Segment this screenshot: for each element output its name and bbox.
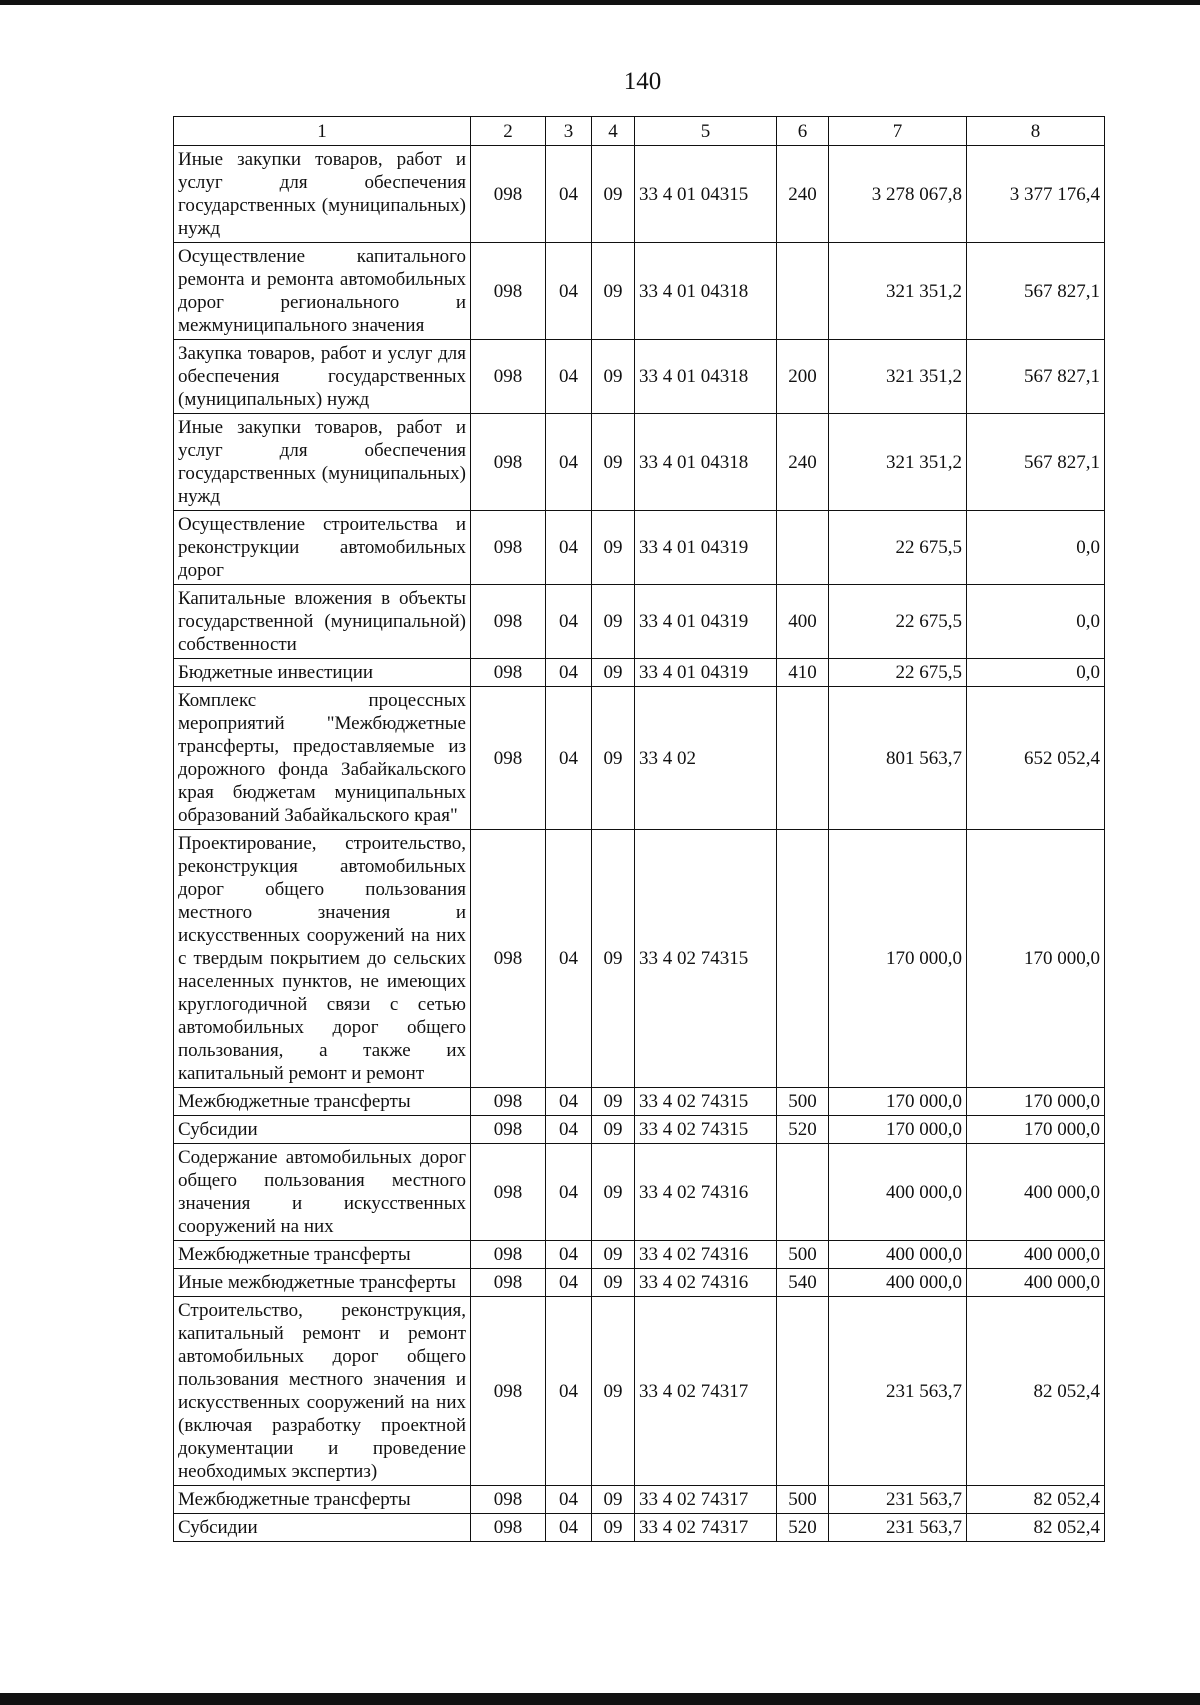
section-code-cell: 04 <box>546 511 592 585</box>
row-name-cell: Субсидии <box>174 1514 471 1542</box>
table-row <box>174 687 1105 830</box>
expense-type-cell <box>777 243 829 340</box>
target-article-cell: 33 4 02 74316 <box>635 1269 777 1297</box>
row-name-cell: Субсидии <box>174 1116 471 1144</box>
expense-type-cell: 410 <box>777 659 829 687</box>
amount-year2-cell: 82 052,4 <box>967 1486 1105 1514</box>
expense-type-cell <box>777 511 829 585</box>
section-code-cell: 04 <box>546 1269 592 1297</box>
row-name-cell: Бюджетные инвестиции <box>174 659 471 687</box>
amount-year2-cell: 567 827,1 <box>967 340 1105 414</box>
ministry-code-cell: 098 <box>471 659 546 687</box>
target-article-cell: 33 4 02 74317 <box>635 1486 777 1514</box>
header-cell: 6 <box>777 117 829 146</box>
amount-year1-cell: 400 000,0 <box>829 1269 967 1297</box>
row-name-cell: Иные закупки товаров, работ и услуг для обеспечения государственных (муниципальных) нужд <box>174 146 471 243</box>
amount-year1-cell: 170 000,0 <box>829 1116 967 1144</box>
amount-year1-cell: 170 000,0 <box>829 1088 967 1116</box>
amount-year1-cell: 231 563,7 <box>829 1486 967 1514</box>
table-row <box>174 1486 1105 1514</box>
ministry-code-cell: 098 <box>471 1486 546 1514</box>
header-cell: 8 <box>967 117 1105 146</box>
row-name-cell: Межбюджетные трансферты <box>174 1241 471 1269</box>
amount-year2-cell: 170 000,0 <box>967 830 1105 1088</box>
amount-year1-cell: 321 351,2 <box>829 414 967 511</box>
amount-year1-cell: 22 675,5 <box>829 585 967 659</box>
amount-year1-cell: 400 000,0 <box>829 1144 967 1241</box>
subsection-code-cell: 09 <box>592 659 635 687</box>
target-article-cell: 33 4 01 04319 <box>635 511 777 585</box>
ministry-code-cell: 098 <box>471 1269 546 1297</box>
table-row <box>174 414 1105 511</box>
target-article-cell: 33 4 02 74316 <box>635 1144 777 1241</box>
target-article-cell: 33 4 01 04318 <box>635 414 777 511</box>
expense-type-cell: 400 <box>777 585 829 659</box>
table-row <box>174 243 1105 340</box>
expense-type-cell: 500 <box>777 1088 829 1116</box>
target-article-cell: 33 4 01 04319 <box>635 659 777 687</box>
section-code-cell: 04 <box>546 414 592 511</box>
target-article-cell: 33 4 01 04315 <box>635 146 777 243</box>
subsection-code-cell: 09 <box>592 511 635 585</box>
row-name-cell: Капитальные вложения в объекты государственной (муниципальной) собственности <box>174 585 471 659</box>
target-article-cell: 33 4 02 74317 <box>635 1297 777 1486</box>
section-code-cell: 04 <box>546 1088 592 1116</box>
section-code-cell: 04 <box>546 1514 592 1542</box>
amount-year1-cell: 22 675,5 <box>829 511 967 585</box>
target-article-cell: 33 4 02 <box>635 687 777 830</box>
expense-type-cell: 200 <box>777 340 829 414</box>
amount-year2-cell: 0,0 <box>967 511 1105 585</box>
section-code-cell: 04 <box>546 687 592 830</box>
header-cell: 4 <box>592 117 635 146</box>
subsection-code-cell: 09 <box>592 1116 635 1144</box>
section-code-cell: 04 <box>546 1144 592 1241</box>
subsection-code-cell: 09 <box>592 340 635 414</box>
amount-year1-cell: 170 000,0 <box>829 830 967 1088</box>
ministry-code-cell: 098 <box>471 830 546 1088</box>
page-number: 140 <box>623 68 662 95</box>
ministry-code-cell: 098 <box>471 146 546 243</box>
ministry-code-cell: 098 <box>471 585 546 659</box>
subsection-code-cell: 09 <box>592 1297 635 1486</box>
expense-type-cell <box>777 687 829 830</box>
amount-year2-cell: 0,0 <box>967 585 1105 659</box>
expense-type-cell: 240 <box>777 414 829 511</box>
ministry-code-cell: 098 <box>471 243 546 340</box>
expense-type-cell: 520 <box>777 1514 829 1542</box>
table-row <box>174 1514 1105 1542</box>
subsection-code-cell: 09 <box>592 1486 635 1514</box>
table-row <box>174 340 1105 414</box>
target-article-cell: 33 4 02 74316 <box>635 1241 777 1269</box>
expense-type-cell <box>777 1297 829 1486</box>
target-article-cell: 33 4 01 04319 <box>635 585 777 659</box>
section-code-cell: 04 <box>546 585 592 659</box>
header-cell: 2 <box>471 117 546 146</box>
subsection-code-cell: 09 <box>592 1514 635 1542</box>
table-row <box>174 1269 1105 1297</box>
amount-year1-cell: 321 351,2 <box>829 243 967 340</box>
subsection-code-cell: 09 <box>592 146 635 243</box>
section-code-cell: 04 <box>546 1116 592 1144</box>
subsection-code-cell: 09 <box>592 830 635 1088</box>
section-code-cell: 04 <box>546 1486 592 1514</box>
table-row <box>174 1088 1105 1116</box>
amount-year2-cell: 400 000,0 <box>967 1241 1105 1269</box>
row-name-cell: Осуществление капитального ремонта и ремонта автомобильных дорог регионального и межмуниципального значения <box>174 243 471 340</box>
amount-year1-cell: 231 563,7 <box>829 1297 967 1486</box>
target-article-cell: 33 4 02 74315 <box>635 830 777 1088</box>
table-row <box>174 585 1105 659</box>
row-name-cell: Закупка товаров, работ и услуг для обеспечения государственных (муниципальных) нужд <box>174 340 471 414</box>
amount-year1-cell: 3 278 067,8 <box>829 146 967 243</box>
row-name-cell: Иные межбюджетные трансферты <box>174 1269 471 1297</box>
table-row <box>174 1116 1105 1144</box>
header-cell: 5 <box>635 117 777 146</box>
amount-year2-cell: 170 000,0 <box>967 1116 1105 1144</box>
table-row <box>174 1297 1105 1486</box>
amount-year2-cell: 0,0 <box>967 659 1105 687</box>
subsection-code-cell: 09 <box>592 585 635 659</box>
section-code-cell: 04 <box>546 1297 592 1486</box>
row-name-cell: Комплекс процессных мероприятий "Межбюджетные трансферты, предоставляемые из дорожного фонда Забайкальского края бюджетам муниципальных образований Забайкальского края" <box>174 687 471 830</box>
section-code-cell: 04 <box>546 340 592 414</box>
target-article-cell: 33 4 01 04318 <box>635 340 777 414</box>
amount-year2-cell: 400 000,0 <box>967 1144 1105 1241</box>
amount-year2-cell: 567 827,1 <box>967 243 1105 340</box>
table-row <box>174 146 1105 243</box>
section-code-cell: 04 <box>546 243 592 340</box>
ministry-code-cell: 098 <box>471 1297 546 1486</box>
amount-year1-cell: 400 000,0 <box>829 1241 967 1269</box>
amount-year2-cell: 82 052,4 <box>967 1514 1105 1542</box>
ministry-code-cell: 098 <box>471 1144 546 1241</box>
amount-year2-cell: 3 377 176,4 <box>967 146 1105 243</box>
row-name-cell: Строительство, реконструкция, капитальный ремонт и ремонт автомобильных дорог общего пользования местного значения и искусственных сооружений на них (включая разработку проектной документации и проведение необходимых экспертиз) <box>174 1297 471 1486</box>
expense-type-cell: 520 <box>777 1116 829 1144</box>
header-cell: 1 <box>174 117 471 146</box>
target-article-cell: 33 4 02 74315 <box>635 1088 777 1116</box>
section-code-cell: 04 <box>546 1241 592 1269</box>
target-article-cell: 33 4 01 04318 <box>635 243 777 340</box>
row-name-cell: Проектирование, строительство, реконструкция автомобильных дорог общего пользования местного значения и искусственных сооружений на них с твердым покрытием до сельских населенных пунктов, не имеющих круглогодичной связи с сетью автомобильных дорог общего пользования, а также их капитальный ремонт и ремонт <box>174 830 471 1088</box>
target-article-cell: 33 4 02 74317 <box>635 1514 777 1542</box>
table-row <box>174 1241 1105 1269</box>
ministry-code-cell: 098 <box>471 340 546 414</box>
ministry-code-cell: 098 <box>471 1116 546 1144</box>
amount-year1-cell: 321 351,2 <box>829 340 967 414</box>
header-cell: 7 <box>829 117 967 146</box>
subsection-code-cell: 09 <box>592 1088 635 1116</box>
amount-year2-cell: 400 000,0 <box>967 1269 1105 1297</box>
bottom-border-rule <box>0 1693 1200 1705</box>
table-body <box>174 146 1105 1542</box>
amount-year2-cell: 170 000,0 <box>967 1088 1105 1116</box>
subsection-code-cell: 09 <box>592 414 635 511</box>
ministry-code-cell: 098 <box>471 1514 546 1542</box>
table-row <box>174 830 1105 1088</box>
target-article-cell: 33 4 02 74315 <box>635 1116 777 1144</box>
subsection-code-cell: 09 <box>592 1269 635 1297</box>
ministry-code-cell: 098 <box>471 1241 546 1269</box>
amount-year2-cell: 652 052,4 <box>967 687 1105 830</box>
ministry-code-cell: 098 <box>471 414 546 511</box>
top-border-rule <box>0 0 1200 5</box>
table-row <box>174 511 1105 585</box>
row-name-cell: Содержание автомобильных дорог общего пользования местного значения и искусственных сооружений на них <box>174 1144 471 1241</box>
section-code-cell: 04 <box>546 146 592 243</box>
amount-year1-cell: 801 563,7 <box>829 687 967 830</box>
budget-table <box>173 116 1105 1542</box>
ministry-code-cell: 098 <box>471 511 546 585</box>
amount-year2-cell: 82 052,4 <box>967 1297 1105 1486</box>
section-code-cell: 04 <box>546 659 592 687</box>
expense-type-cell: 500 <box>777 1486 829 1514</box>
section-code-cell: 04 <box>546 830 592 1088</box>
subsection-code-cell: 09 <box>592 1144 635 1241</box>
subsection-code-cell: 09 <box>592 243 635 340</box>
ministry-code-cell: 098 <box>471 1088 546 1116</box>
amount-year1-cell: 22 675,5 <box>829 659 967 687</box>
expense-type-cell: 240 <box>777 146 829 243</box>
row-name-cell: Межбюджетные трансферты <box>174 1486 471 1514</box>
header-cell: 3 <box>546 117 592 146</box>
subsection-code-cell: 09 <box>592 687 635 830</box>
row-name-cell: Иные закупки товаров, работ и услуг для обеспечения государственных (муниципальных) нужд <box>174 414 471 511</box>
table-row <box>174 659 1105 687</box>
expense-type-cell <box>777 830 829 1088</box>
expense-type-cell: 500 <box>777 1241 829 1269</box>
subsection-code-cell: 09 <box>592 1241 635 1269</box>
row-name-cell: Межбюджетные трансферты <box>174 1088 471 1116</box>
expense-type-cell <box>777 1144 829 1241</box>
ministry-code-cell: 098 <box>471 687 546 830</box>
table-row <box>174 1144 1105 1241</box>
amount-year2-cell: 567 827,1 <box>967 414 1105 511</box>
amount-year1-cell: 231 563,7 <box>829 1514 967 1542</box>
header-row <box>174 117 1105 146</box>
row-name-cell: Осуществление строительства и реконструкции автомобильных дорог <box>174 511 471 585</box>
expense-type-cell: 540 <box>777 1269 829 1297</box>
